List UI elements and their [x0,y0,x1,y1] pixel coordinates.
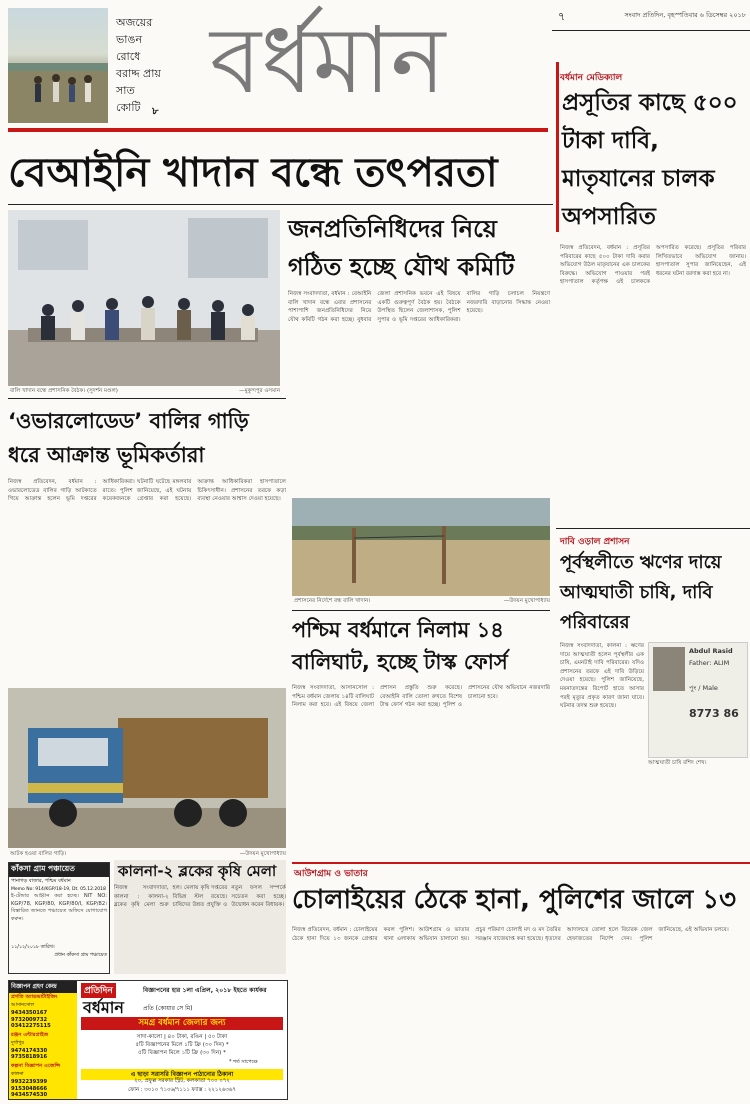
ad-agent-0-place: আসানসোল [11,1003,35,1008]
bottom-headline: চোলাইয়ের ঠেকে হানা, পুলিশের জালে ১৩ [292,885,737,915]
tender-title: কাঁকসা গ্রাম পঞ্চায়েত [9,863,109,877]
ad-launch: বিজ্ঞাপনের হার ১লা এপ্রিল, ২০১৮ ইহতে কার্যকর [143,987,267,994]
teaser-page-number: ৮ [152,106,159,117]
date-line: সংবাদ প্রতিদিন, বৃহস্পতিবার ৬ ডিসেম্বর ২০১৮ [624,11,746,19]
field-photo [292,498,550,596]
ad-office-title: এ ছাড়া সরাসরি বিজ্ঞাপন পাঠানোর ঠিকানা [81,1069,283,1080]
page-number: ৭ [558,10,566,23]
ad-rates: সাদা-কালো | ৪০ টাকা, রঙিন | ৫০ টাকা ৫টি বিজ্ঞাপনের মিলে ১টি ফ্রি (৩০ দিন) * ৫টি বিজ্ঞাপন মিলে ১টি ফ্রি (৩০ দিন) * [135,1034,229,1056]
sidebar-tag: বর্ধমান মেডিক্যাল [560,73,623,83]
ad-agent-0-phones: 9434350167 9732009732 03412275115 [11,1010,51,1030]
tender-subtitle: পানাগড় বাজার, পশ্চিম বর্ধমান [11,878,71,884]
overload-headline: ‘ওভারলোডেড’ বালির গাড়ি ধরে আক্রান্ত ভূমিকর্তারা [8,409,249,467]
truck-icon [8,688,286,848]
suicide-photo-caption: আত্মঘাতী চাষি রশিদ শেখ। [648,760,707,766]
ad-brand: প্রতিদিন [81,983,116,998]
tender-memo: Memo No: 914/KGP/18-19, Dt. 05.12.2018 [11,887,106,892]
suicide-tag: দাবি ওড়াল প্রশাসন [560,537,630,547]
ad-office-phone: ফোন : ৩০১০ ৭১০৬/৭১১১ ফ্যাক্স : ২২১২৬৩৬৭ [128,1087,236,1093]
ad-district: সমগ্র বর্ধমান জেলার জন্য [81,1017,283,1030]
lead-headline: বেআইনি খাদান বন্ধে তৎপরতা [8,150,498,196]
field-photo-caption: প্রশাসনের নির্দেশে বন্ধ বালি খাদান। [294,598,371,604]
id-number: 8773 86 [689,707,739,720]
id-father: Father: ALIM [689,659,730,667]
suicide-body: নিজস্ব সংবাদদাতা, কালনা : ঋণের দায়ে আত্মঘাতী হলেন পূর্বস্থলীর এক চাষি, এমনটাই দাবি পরিবারের। যদিও প্রশাসনের তরফে এই দাবি উড়িয়ে দেওয়া হয়েছে। পুলিশ জানিয়েছে, ময়নাতদন্তের রিপোর্ট হাতে আসার পরই মৃত্যুর প্রকৃত কারণ জানা যাবে। ঘটনার তদন্ত শুরু হয়েছে। [560,643,644,710]
lead-sub-headline: জনপ্রতিনিধিদের নিয়ে গঠিত হচ্ছে যৌথ কমিটি [288,215,515,281]
ad-edition: বর্ধমান [83,998,124,1017]
ad-agent-2-name: কল্পনা বিজ্ঞাপন এজেন্সি [11,1062,61,1069]
field-photo-credit: —উদয়ন মুখোপাধ্যায় [503,598,550,604]
tender-footer: ১১/১২/২০১৮ তারিখ। [11,945,55,950]
truck-photo-caption: আটক হওয়া বালির গাড়ি। [10,851,67,857]
ad-block [8,980,288,1100]
riverbank-photo-icon [8,8,108,123]
ad-agent-1-place: দুর্গাপুর [11,1040,24,1046]
sidebar-body: নিজস্ব প্রতিবেদন, বর্ধমান : প্রসূতির পরিবারের কাছে ৫০০ টাকা দাবি করার অভিযোগ উঠল মাতৃযানের এক চালকের বিরুদ্ধে। অভিযোগ পাওয়ার পরই হাসপাতাল কর্তৃপক্ষ ওই চালককে অপসারিত করেছে। প্রসূতির পরিবার লিখিতভাবে অভিযোগ জানায়। হাসপাতাল সুপার জানিয়েছেন, এই ধরনের ঘটনা বরদাস্ত করা হবে না। [560,245,746,286]
truck-photo-credit: —উদয়ন মুখোপাধ্যায় [239,851,286,857]
nilam-headline: পশ্চিম বর্ধমানে নিলাম ১৪ বালিঘাট, হচ্ছে টাস্ক ফোর্স [292,618,508,674]
tender-box [8,862,110,974]
ad-agent-2-phones: 9932239399 9153048666 9434574530 [11,1078,48,1099]
tender-sign: প্রধান কাঁকসা গ্রাম পঞ্চায়েত [54,953,107,958]
truck-photo [8,688,286,848]
sidebar-headline: প্রসূতির কাছে ৫০০ টাকা দাবি, মাতৃযানের চালক অপসারিত [562,90,738,230]
teaser-text: অজয়ের ভাঙন রোধে বরাদ্দ প্রায় সাত কোটি [116,16,161,114]
ad-agent-1-name: রঞ্জন এন্টারপ্রাইজ [11,1031,49,1038]
kalna-headline: কালনা-২ ব্লকের কৃষি মেলা [118,862,277,880]
teaser-photo [8,8,108,123]
lead-body: নিজস্ব সংবাদদাতা, বর্ধমান : বেআইনি বালি খাদান বন্ধে এবার প্রশাসনের পাশাপাশি জনপ্রতিনিধিদের নিয়ে যৌথ কমিটি গঠন করা হচ্ছে। বুধবার জেলা প্রশাসনিক ভবনে এই বিষয়ে একটি গুরুত্বপূর্ণ বৈঠক হয়। বৈঠকে উপস্থিত ছিলেন জেলাশাসক, পুলিশ সুপার ও ভূমি দপ্তরের আধিকারিকরা। বালির গাড়ি চলাচল নিয়ন্ত্রণে নজরদারি বাড়ানোর সিদ্ধান্ত নেওয়া হয়েছে। [288,291,550,323]
bottom-body: নিজস্ব প্রতিবেদন, বর্ধমান : চোলাইয়ের ঠেকে হানা দিয়ে ১৩ জনকে গ্রেপ্তার করল পুলিশ। আউশগ্রাম ও ভাতার থানা এলাকায় অভিযান চালানো হয়। প্রচুর পরিমাণ চোলাই মদ ও মদ তৈরির সরঞ্জাম বাজেয়াপ্ত করা হয়েছে। ধৃতদের আদালতে তোলা হলে বিচারক জেল হেফাজতের নির্দেশ দেন। পুলিশ জানিয়েছে, এই অভিযান চলবে। [292,927,729,942]
masthead-title: বর্ধমান [210,7,446,114]
lead-photo-credit: —মুকুন্দপুর ওসমান [239,388,280,394]
ad-rate-label: প্রতি (কোয়ার সে মি) [143,1005,193,1012]
kalna-block [114,860,286,974]
overload-body: নিজস্ব প্রতিবেদন, বর্ধমান : ওভারলোডেড বালির গাড়ি আটকাতে গিয়ে আক্রান্ত হলেন ভূমি দপ্তরের আধিকারিকরা। ঘটনাটি ঘটেছে মঙ্গলবার রাতে। পুলিশ জানিয়েছে, এই ঘটনায় কয়েকজনকে গ্রেপ্তার করা হয়েছে। আক্রান্ত আধিকারিকরা হাসপাতালে চিকিৎসাধীন। প্রশাসনের তরফে কড়া ব্যবস্থা নেওয়ার আশ্বাস দেওয়া হয়েছে। [8,479,286,503]
tender-body: ই-টেন্ডার আহ্বান করা হচ্ছে। NIT NO: KGP/78, KGP/80, KGP/80/I, KGP/82। বিস্তারিত জানতে পঞ্চায়েত অফিসে যোগাযোগ করুন। [11,893,107,922]
suicide-headline: পূর্বস্থলীতে ঋণের দায়ে আত্মঘাতী চাষি, দাবি পরিবারের [560,552,722,633]
bottom-tag: আউশগ্রাম ও ভাতার [294,869,368,879]
ad-agent-1-phones: 9474174330 9735818916 [11,1047,48,1061]
ad-note: * শর্ত সাপেক্ষে [229,1059,258,1065]
ad-agent-2-place: কালনা [11,1071,24,1077]
id-sex: পুং / Male [689,684,718,692]
meeting-photo-icon [8,210,280,386]
ad-title: বিজ্ঞাপন গ্রহণ কেন্দ্র [9,981,77,993]
id-card [648,642,748,758]
ad-agent-0-name: প্রগতি অ্যাডভার্টাইজিং [11,994,58,1000]
lead-photo [8,210,280,386]
lead-photo-caption: বালি খাদান বন্ধে প্রশাসনিক বৈঠক। (সুদর্শন মণ্ডল) [10,388,118,394]
kalna-body: নিজস্ব সংবাদদাতা, কালনা : কালনা-২ ব্লকের কৃষি মেলা শুরু হল। মেলায় কৃষি দপ্তরের বিভিন্ন স্টল রয়েছে। চাষিদের উন্নত প্রযুক্তি ও নতুন ফসল সম্পর্কে সচেতন করা হচ্ছে। উদ্বোধন করেন বিধায়ক। [114,885,286,909]
masthead-red-rule [8,128,548,132]
nilam-body: নিজস্ব সংবাদদাতা, আসানসোল : পশ্চিম বর্ধমান জেলায় ১৪টি বালিঘাট নিলাম করা হবে। এই বিষয়ে জেলা প্রশাসন প্রস্তুতি শুরু করেছে। বেআইনি বালি তোলা রুখতে বিশেষ টাস্ক ফোর্স গঠন করা হচ্ছে। পুলিশ ও প্রশাসনের যৌথ অভিযানে নজরদারি চালানো হবে। [292,685,550,709]
id-name: Abdul Rasid [689,647,733,655]
ad-left [9,981,77,1099]
ad-office-address: ২০, প্রফুল্ল সরকার স্ট্রিট, কলকাতা ৭০০ ০৭২ [134,1078,230,1084]
sand-field-icon [292,498,550,596]
id-photo [653,647,685,691]
